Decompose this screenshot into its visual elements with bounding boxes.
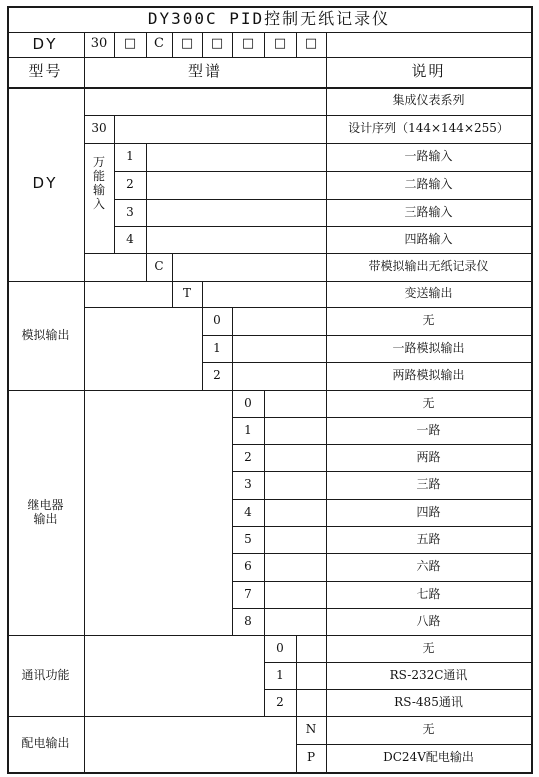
relay-desc: 五路 [416,531,441,546]
grid-line-v [146,143,147,253]
model-code-box: □ [180,36,194,52]
group-label-analog: 模拟输出 [21,327,70,342]
relay-code: 8 [244,613,252,628]
comm-code: 0 [276,640,284,655]
input-code: 4 [126,231,134,246]
input-desc: 三路输入 [404,204,453,219]
comm-code: 2 [276,694,284,709]
relay-desc: 七路 [416,586,441,601]
model-code-box: □ [241,36,255,52]
group-label-dy: DY [32,174,59,193]
model-code-box: □ [304,36,318,52]
grid-line-v [296,635,297,716]
relay-desc: 无 [422,395,435,410]
series-desc: 集成仪表系列 [392,93,465,108]
comm-desc: RS-232C通讯 [389,667,468,682]
header-description: 说明 [411,62,446,81]
model-prefix: DY [32,34,59,53]
analog-desc: 一路模拟输出 [392,340,465,355]
input-code: 1 [126,149,134,164]
group-label-relay: 继电器 输出 [27,497,64,526]
model-code-box: □ [273,36,287,52]
grid-line-h [7,772,531,774]
header-model-no: 型号 [28,62,63,81]
model-code-box: 30 [90,36,108,52]
input-code: 2 [126,177,134,192]
grid-line-v [232,307,233,390]
group-label-power: 配电输出 [21,736,70,751]
input-desc: 一路输入 [404,149,453,164]
header-spectrum: 型谱 [187,62,222,81]
model-code-box: C [154,36,164,52]
model-code-box: □ [123,36,137,52]
model-code-box: □ [210,36,224,52]
relay-desc: 八路 [416,613,441,628]
relay-code: 5 [244,531,252,546]
relay-code: 4 [244,504,252,519]
relay-code: 0 [244,395,252,410]
relay-desc: 两路 [416,449,441,464]
power-desc: DC24V配电输出 [383,750,474,765]
power-code: N [305,722,317,737]
power-desc: 无 [422,722,435,737]
title-text: DY300C PID控制无纸记录仪 [147,8,391,28]
relay-code: 7 [244,586,252,601]
relay-desc: 三路 [416,477,441,492]
relay-desc: 六路 [416,559,441,574]
analog-code: 1 [213,340,221,355]
analog-desc: 两路模拟输出 [392,368,465,383]
analog-code: 0 [213,313,221,328]
comm-code: 1 [276,667,284,682]
universal-input-label: 万 能 输 入 [92,155,105,211]
comm-desc: RS-485通讯 [394,694,463,709]
grid-line-v [326,32,327,57]
analog-code: 2 [213,368,221,383]
t-code: T [182,286,191,301]
relay-code: 6 [244,559,252,574]
seq-code: 30 [91,121,107,136]
seq-desc: 设计序列（144×144×255） [348,121,509,136]
relay-code: 1 [244,422,252,437]
analog-desc: 无 [422,313,435,328]
t-desc: 变送输出 [404,286,453,301]
relay-desc: 一路 [416,422,441,437]
grid-line-v [531,6,533,774]
input-code: 3 [126,204,134,219]
input-desc: 四路输入 [404,231,453,246]
input-desc: 二路输入 [404,177,453,192]
relay-desc: 四路 [416,504,441,519]
c-code: C [154,259,164,274]
grid-line-v [172,253,173,281]
power-code: P [306,750,316,765]
relay-code: 2 [244,449,252,464]
group-label-comm: 通讯功能 [21,667,70,682]
c-desc: 带模拟输出无纸记录仪 [368,259,489,274]
comm-desc: 无 [422,640,435,655]
grid-line-v [264,390,265,635]
relay-code: 3 [244,477,252,492]
